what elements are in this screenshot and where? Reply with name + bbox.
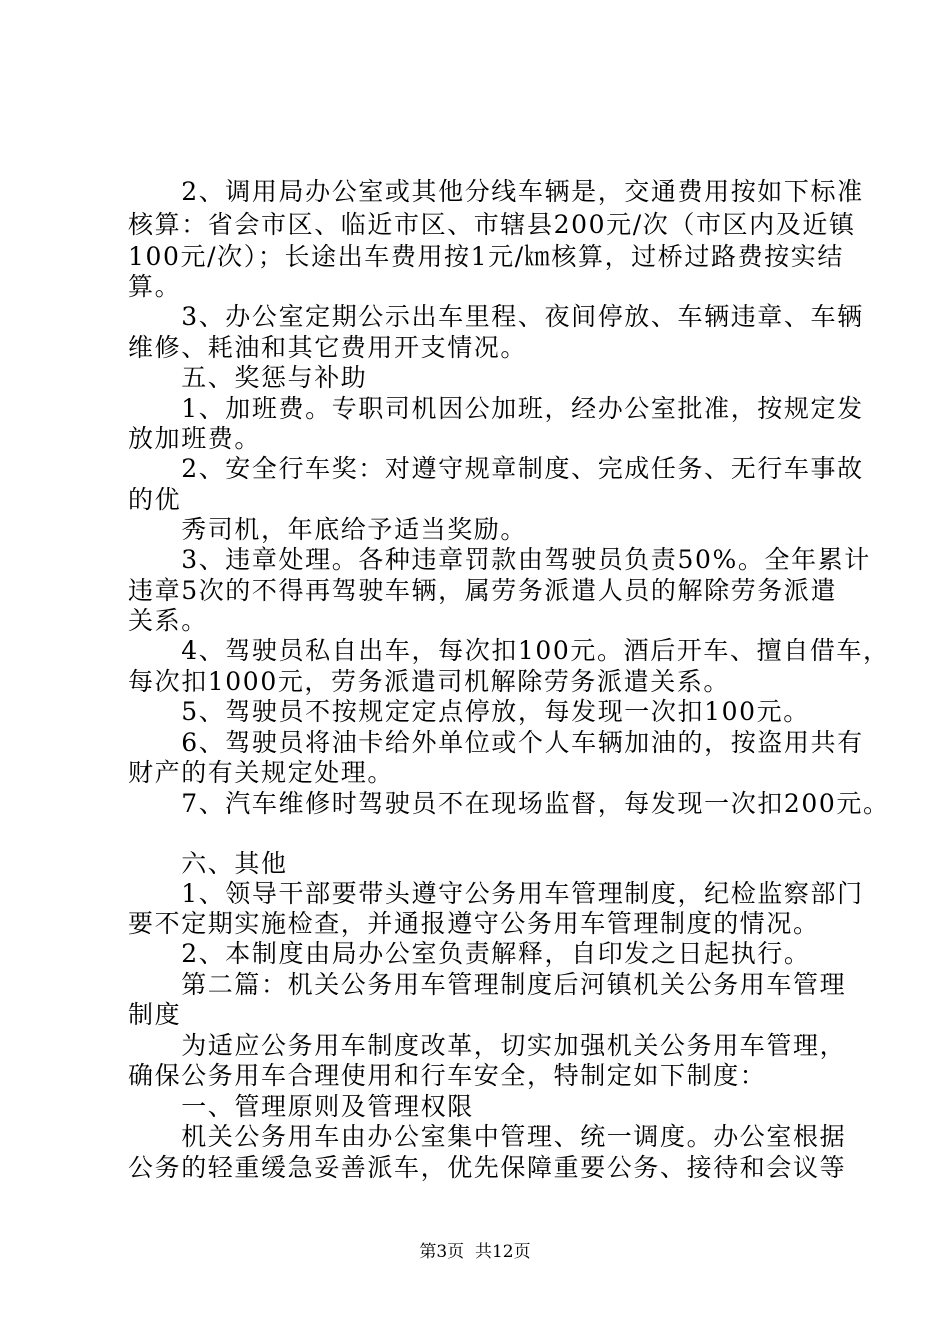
text-line: 100元/次）；长途出车费用按1元/㎞核算，过桥过路费按实结	[128, 242, 844, 271]
text-line: 确保公务用车合理使用和行车安全，特制定如下制度：	[128, 1061, 767, 1090]
text-line: 2、本制度由局办公室负责解释，自印发之日起执行。	[128, 939, 811, 968]
text-line: 每次扣1000元，劳务派遣司机解除劳务派遣关系。	[128, 667, 731, 696]
text-line: 公务的轻重缓急妥善派车，优先保障重要公务、接待和会议等	[128, 1153, 847, 1182]
text-line: 4、驾驶员私自出车，每次扣100元。酒后开车、擅自借车，	[128, 636, 890, 665]
text-line: 的优	[128, 485, 182, 514]
text-line: 1、领导干部要带头遵守公务用车管理制度，纪检监察部门	[128, 879, 864, 908]
text-line: 2、安全行车奖：对遵守规章制度、完成任务、无行车事故	[128, 454, 864, 483]
section-heading: 五、奖惩与补助	[128, 363, 368, 392]
section-heading: 六、其他	[128, 849, 288, 878]
text-line: 算。	[128, 272, 182, 301]
text-line: 1、加班费。专职司机因公加班，经办公室批准，按规定发	[128, 394, 864, 423]
text-line: 2、调用局办公室或其他分线车辆是，交通费用按如下标准	[128, 177, 864, 206]
text-line: 关系。	[128, 606, 208, 635]
chapter-heading: 第二篇：机关公务用车管理制度后河镇机关公务用车管理	[128, 970, 847, 999]
text-line: 5、驾驶员不按规定定点停放，每发现一次扣100元。	[128, 697, 810, 726]
text-line: 违章5次的不得再驾驶车辆，属劳务派遣人员的解除劳务派遣	[128, 576, 838, 605]
text-line: 7、汽车维修时驾驶员不在现场监督，每发现一次扣200元。	[128, 789, 890, 818]
text-line: 6、驾驶员将油卡给外单位或个人车辆加油的，按盗用共有	[128, 728, 864, 757]
text-line: 3、违章处理。各种违章罚款由驾驶员负责50%。全年累计	[128, 545, 871, 574]
text-line: 核算：省会市区、临近市区、市辖县200元/次（市区内及近镇	[128, 210, 856, 239]
section-heading: 一、管理原则及管理权限	[128, 1092, 474, 1121]
text-line: 机关公务用车由办公室集中管理、统一调度。办公室根据	[128, 1122, 847, 1151]
text-line: 为适应公务用车制度改革，切实加强机关公务用车管理，	[128, 1031, 847, 1060]
text-line: 3、办公室定期公示出车里程、夜间停放、车辆违章、车辆	[128, 302, 864, 331]
text-line: 要不定期实施检查，并通报遵守公务用车管理制度的情况。	[128, 909, 820, 938]
page-number: 第3页 共12页	[419, 1242, 531, 1262]
text-line: 秀司机，年底给予适当奖励。	[128, 515, 528, 544]
text-line: 财产的有关规定处理。	[128, 758, 395, 787]
chapter-heading: 制度	[128, 1000, 182, 1029]
text-line: 放加班费。	[128, 424, 262, 453]
text-line: 维修、耗油和其它费用开支情况。	[128, 333, 528, 362]
